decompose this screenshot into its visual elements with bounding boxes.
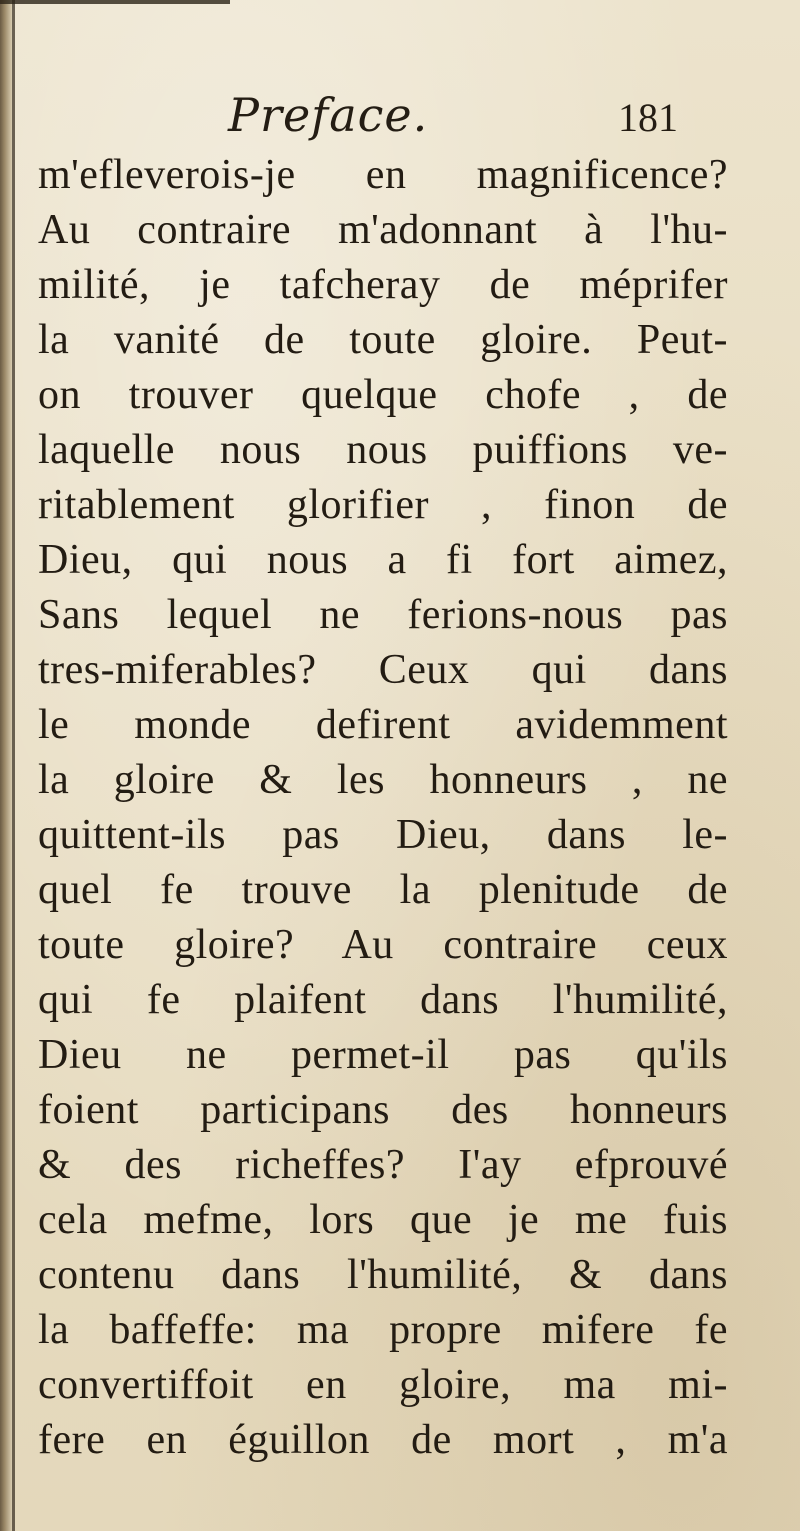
text-line: le monde defirent avidemment [38,702,728,748]
text-line: on trouver quelque chofe , de [38,372,728,418]
text-line: la gloire & les honneurs , ne [38,757,728,803]
text-line: contenu dans l'humilité, & dans [38,1252,728,1298]
top-rule [0,0,230,4]
binding-gutter [0,0,12,1531]
text-line: Dieu ne permet-il pas qu'ils [38,1032,728,1078]
text-line: toute gloire? Au contraire ceux [38,922,728,968]
text-line: fere en éguillon de mort , m'a [38,1417,728,1463]
text-line: Sans lequel ne ferions-nous pas [38,592,728,638]
text-line: la baffeffe: ma propre mifere fe [38,1307,728,1353]
text-line: quittent-ils pas Dieu, dans le- [38,812,728,858]
text-line: m'efleverois-je en magnificence? [38,152,728,198]
text-line: convertiffoit en gloire, ma mi- [38,1362,728,1408]
text-line: laquelle nous nous puiffions ve- [38,427,728,473]
text-line: milité, je tafcheray de méprifer [38,262,728,308]
text-line: Dieu, qui nous a fi fort aimez, [38,537,728,583]
text-line: cela mefme, lors que je me fuis [38,1197,728,1243]
text-line: Au contraire m'adonnant à l'hu- [38,207,728,253]
text-line: qui fe plaifent dans l'humilité, [38,977,728,1023]
running-title: Preface. [228,88,429,142]
text-line: quel fe trouve la plenitude de [38,867,728,913]
text-line: foient participans des honneurs [38,1087,728,1133]
text-line: la vanité de toute gloire. Peut- [38,317,728,363]
page-number: 181 [618,95,678,140]
body-text [38,148,728,1468]
text-line: tres-miferables? Ceux qui dans [38,647,728,693]
text-line: ritablement glorifier , finon de [38,482,728,528]
page-header [0,88,800,148]
text-line: & des richeffes? I'ay efprouvé [38,1142,728,1188]
binding-edge-line [12,0,15,1531]
